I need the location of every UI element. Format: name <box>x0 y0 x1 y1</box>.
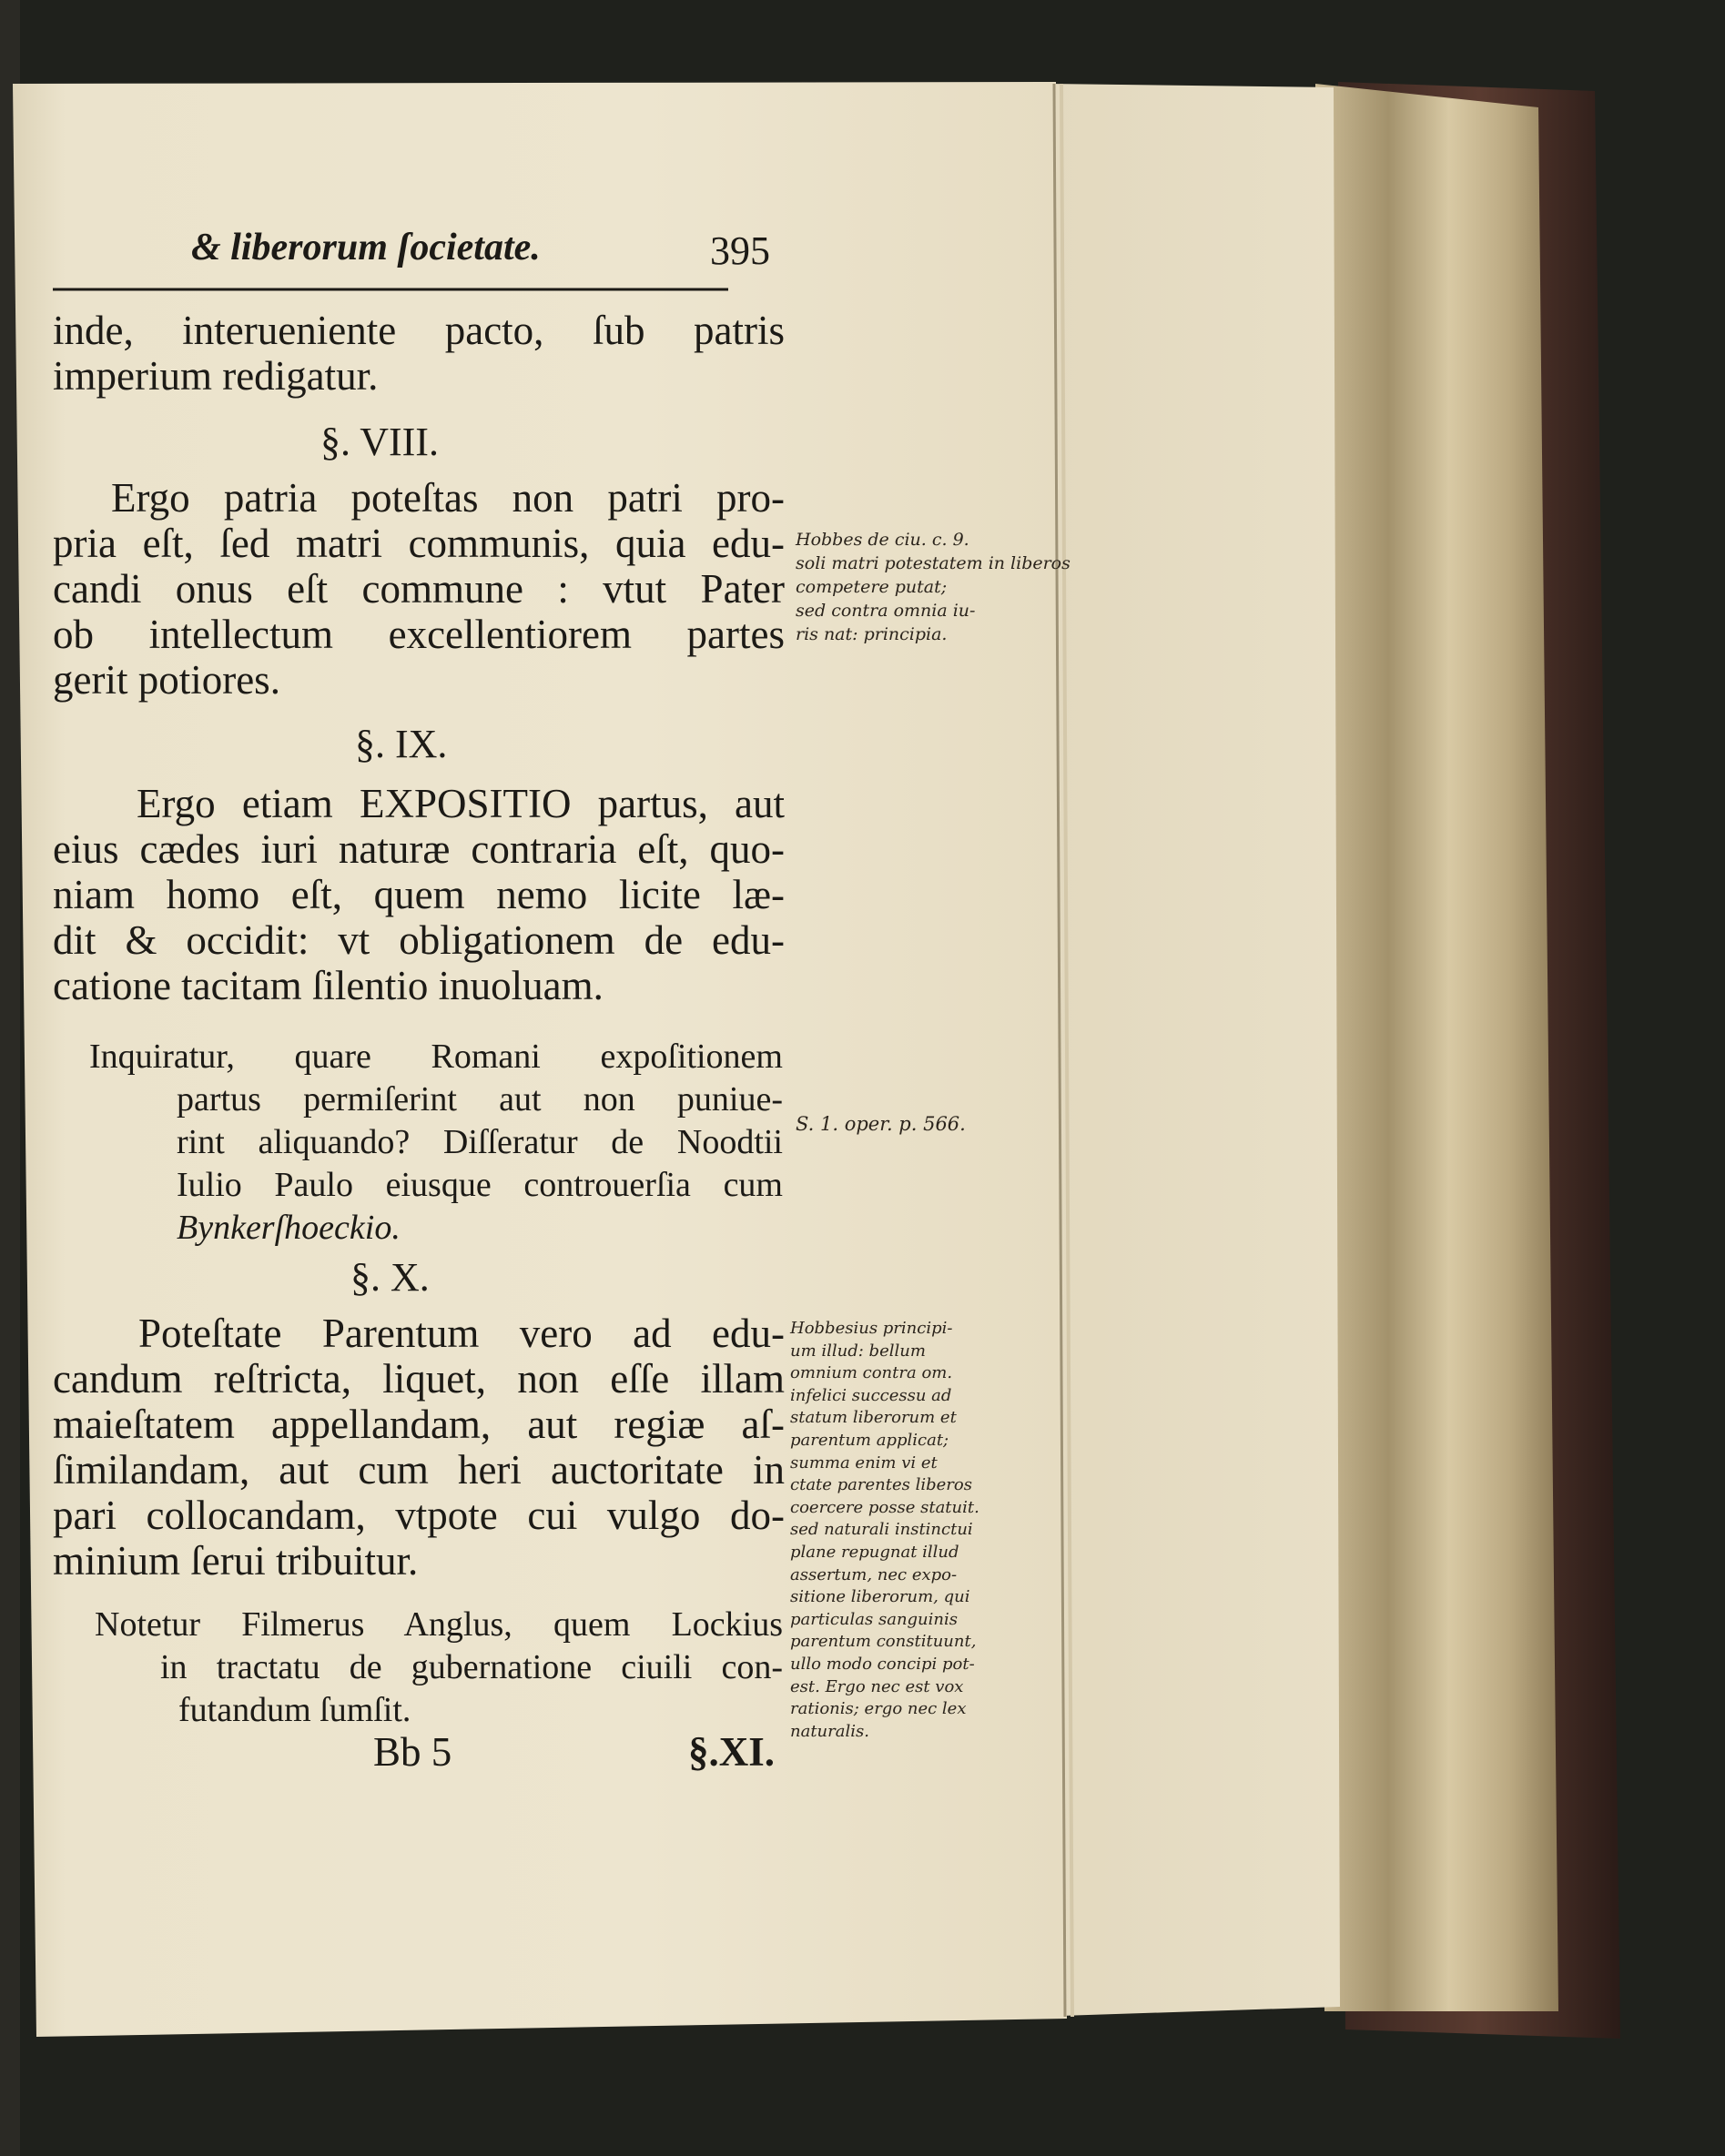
text-line: pria eſt, ſed matri communis, quia edu- <box>53 521 785 566</box>
text-line: pari collocandam, vtpote cui vulgo do- <box>53 1493 785 1538</box>
text-line: Ergo patria poteſtas non patri pro- <box>111 475 785 521</box>
text-line: imperium redigatur. <box>53 353 379 399</box>
note-line: futandum ſumſit. <box>178 1691 411 1729</box>
marginal-line: ullo modo concipi pot- <box>790 1654 975 1674</box>
marginal-note-reference: S. 1. oper. p. 566. <box>796 1113 966 1135</box>
text-line: gerit potiores. <box>53 657 280 703</box>
text-line: catione tacitam ſilentio inuoluam. <box>53 963 604 1008</box>
marginal-line: summa enim vi et <box>790 1453 938 1473</box>
text-line: inde, interueniente pacto, ſub patris <box>53 308 785 353</box>
marginal-line: statum liberorum et <box>790 1408 957 1428</box>
page-number: 395 <box>710 228 770 273</box>
section-heading: §. IX. <box>355 722 448 766</box>
marginal-note-hobbesius <box>790 1318 979 1743</box>
text-line: ob intellectum excellentiorem partes <box>53 612 785 657</box>
marginal-line: particulas sanguinis <box>790 1609 958 1629</box>
marginal-line: Hobbes de ciu. c. 9. <box>796 530 969 550</box>
marginal-line: sed contra omnia iu- <box>796 601 976 621</box>
marginal-line: um illud: bellum <box>790 1341 926 1361</box>
marginal-line: plane repugnat illud <box>790 1542 959 1562</box>
note-line: partus permiſerint aut non puniue- <box>177 1080 783 1118</box>
text-line: minium ſerui tribuitur. <box>53 1538 419 1584</box>
marginal-line: est. Ergo nec est vox <box>790 1676 964 1696</box>
text-line: ſimilandam, aut cum heri auctoritate in <box>53 1447 785 1493</box>
marginal-line: naturalis. <box>790 1721 869 1741</box>
marginal-line: competere putat; <box>796 577 948 597</box>
text-line: maieſtatem appellandam, aut regiæ aſ- <box>53 1402 785 1447</box>
section-ix-paragraph <box>53 781 785 1008</box>
text-line: niam homo eſt, quem nemo licite læ- <box>53 872 785 917</box>
marginal-note-hobbes <box>796 528 1071 646</box>
footnote-block <box>89 1036 783 1250</box>
footnote-block <box>95 1604 783 1732</box>
note-line: Iulio Paulo eiusque controuerſia cum <box>177 1166 783 1204</box>
section-heading: §. X. <box>350 1255 430 1300</box>
text-line: Ergo etiam EXPOSITIO partus, aut <box>137 781 785 826</box>
note-line: Bynkerſhoeckio. <box>177 1209 401 1247</box>
note-line: Notetur Filmerus Anglus, quem Lockius <box>95 1605 783 1644</box>
section-viii-paragraph <box>53 475 785 703</box>
marginal-line: omnium contra om. <box>790 1363 953 1383</box>
note-line: Inquiratur, quare Romani expoſitionem <box>89 1038 783 1076</box>
section-x-paragraph <box>53 1311 785 1584</box>
marginal-line: infelici successu ad <box>790 1385 952 1405</box>
marginal-line: coercere posse statuit. <box>790 1497 979 1517</box>
text-line: candum reſtricta, liquet, non eſſe illam <box>53 1356 785 1402</box>
note-line: in tractatu de gubernatione ciuili con- <box>160 1648 783 1686</box>
marginal-line: parentum constituunt, <box>790 1632 977 1652</box>
text-line: eius cædes iuri naturæ contraria eſt, quo- <box>53 826 785 872</box>
marginal-line: rationis; ergo nec lex <box>790 1699 967 1719</box>
marginal-line: Hobbesius principi- <box>790 1319 953 1338</box>
marginal-line: sed naturali instinctui <box>790 1520 973 1540</box>
section-heading: §. VIII. <box>320 420 439 464</box>
running-title: & liberorum ſocietate. <box>191 227 541 268</box>
marginal-line: soli matri potestatem in liberos <box>796 553 1071 573</box>
note-line: rint aliquando? Diſſeratur de Noodtii <box>177 1123 783 1161</box>
marginal-line: ris nat: principia. <box>796 624 948 644</box>
text-line: dit & occidit: vt obligationem de edu- <box>53 917 785 963</box>
marginal-line: ctate parentes liberos <box>790 1475 972 1495</box>
opening-paragraph <box>53 308 785 399</box>
marginal-line: sitione liberorum, qui <box>790 1587 970 1607</box>
text-line: Poteſtate Parentum vero ad edu- <box>138 1311 785 1356</box>
marginal-line: assertum, nec expo- <box>790 1564 958 1584</box>
signature-mark: Bb 5 <box>373 1729 452 1775</box>
marginal-line: parentum applicat; <box>790 1430 949 1450</box>
catchword: §.XI. <box>688 1729 776 1775</box>
text-line: candi onus eſt commune : vtut Pater <box>53 566 785 612</box>
